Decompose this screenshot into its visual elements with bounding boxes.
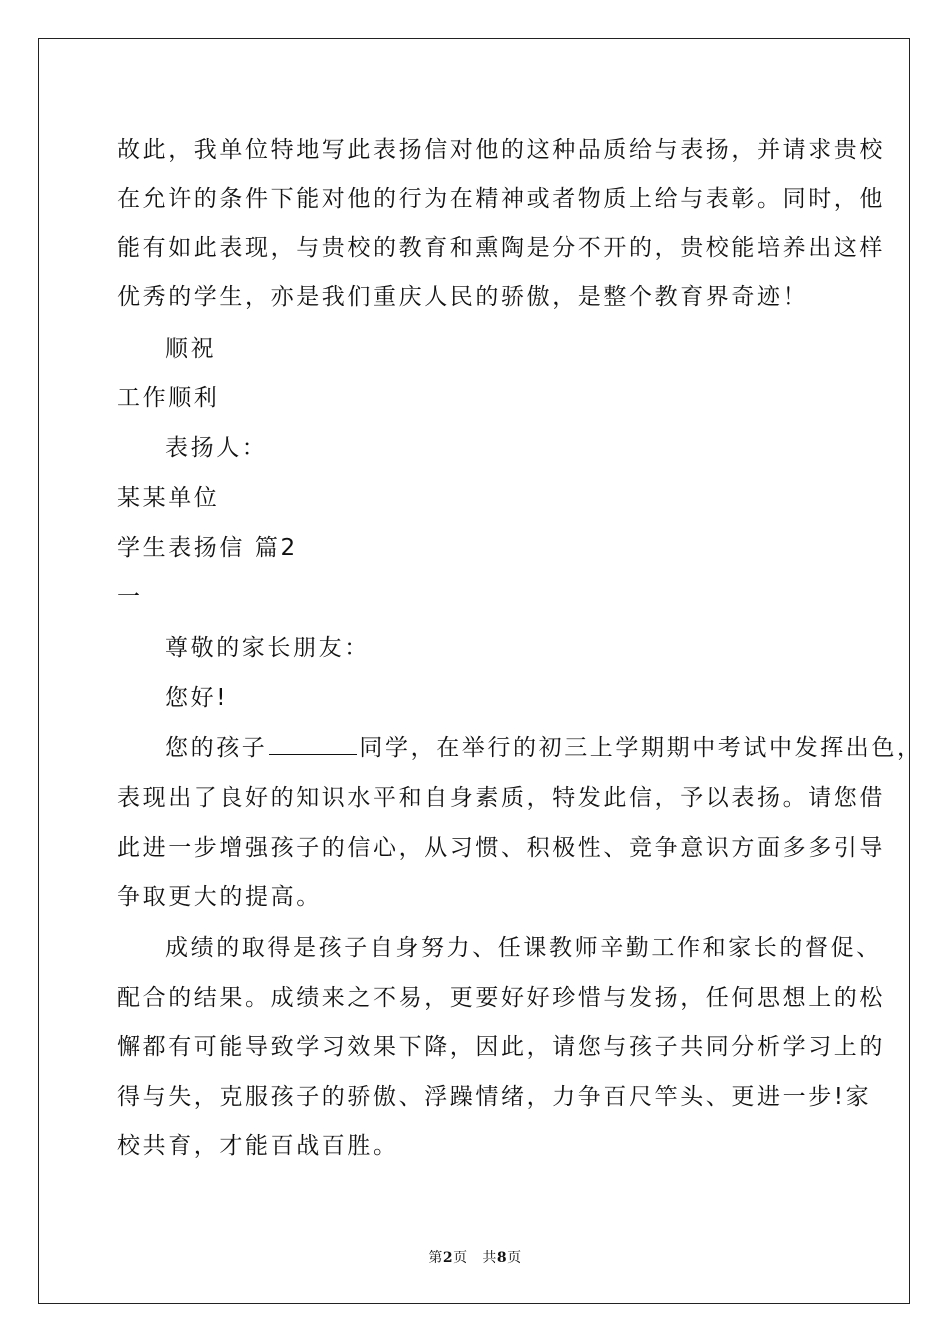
blank-line-before: 您的孩子 (165, 735, 268, 761)
paragraph-line: 争取更大的提高。 (117, 884, 322, 910)
paragraph-line: 能有如此表现，与贵校的教育和熏陶是分不开的，贵校能培养出这样 (117, 235, 885, 261)
fill-in-blank (269, 734, 357, 755)
section-heading: 学生表扬信 篇2 (117, 535, 298, 561)
paragraph-line: 此进一步增强孩子的信心，从习惯、积极性、竞争意识方面多多引导 (117, 835, 885, 861)
footer-suffix: 页 (507, 1250, 522, 1266)
paragraph-line: 成绩的取得是孩子自身努力、任课教师辛勤工作和家长的督促、 (165, 935, 882, 961)
paragraph-line: 懈都有可能导致学习效果下降，因此，请您与孩子共同分析学习上的 (117, 1034, 885, 1060)
blank-line-after: 同学，在举行的初三上学期期中考试中发挥出色， (359, 735, 923, 761)
paragraph-line: 表现出了良好的知识水平和自身素质，特发此信，予以表扬。请您借 (117, 785, 885, 811)
paragraph-line-with-blank (165, 733, 923, 763)
page-border (38, 38, 910, 1304)
salutation: 尊敬的家长朋友： (165, 635, 370, 661)
paragraph-line: 校共育，才能百战百胜。 (117, 1133, 399, 1159)
closing-wish: 工作顺利 (117, 385, 220, 411)
page-footer (0, 1247, 950, 1267)
paragraph-line: 优秀的学生，亦是我们重庆人民的骄傲，是整个教育界奇迹！ (117, 284, 809, 310)
signer-unit: 某某单位 (117, 485, 220, 511)
footer-total-pages: 8 (496, 1250, 508, 1266)
closing-greeting: 顺祝 (165, 336, 217, 362)
footer-mid: 页 共 (453, 1250, 497, 1266)
section-number: 一 (117, 584, 143, 610)
greeting: 您好! (165, 685, 229, 711)
footer-page-number: 2 (442, 1250, 454, 1266)
paragraph-line: 故此，我单位特地写此表扬信对他的这种品质给与表扬，并请求贵校 (117, 137, 885, 163)
paragraph-line: 在允许的条件下能对他的行为在精神或者物质上给与表彰。同时，他 (117, 186, 885, 212)
paragraph-line: 得与失，克服孩子的骄傲、浮躁情绪，力争百尺竿头、更进一步!家 (117, 1084, 872, 1110)
footer-prefix: 第 (428, 1250, 443, 1266)
paragraph-line: 配合的结果。成绩来之不易，更要好好珍惜与发扬，任何思想上的松 (117, 985, 885, 1011)
signer-label: 表扬人： (165, 435, 268, 461)
